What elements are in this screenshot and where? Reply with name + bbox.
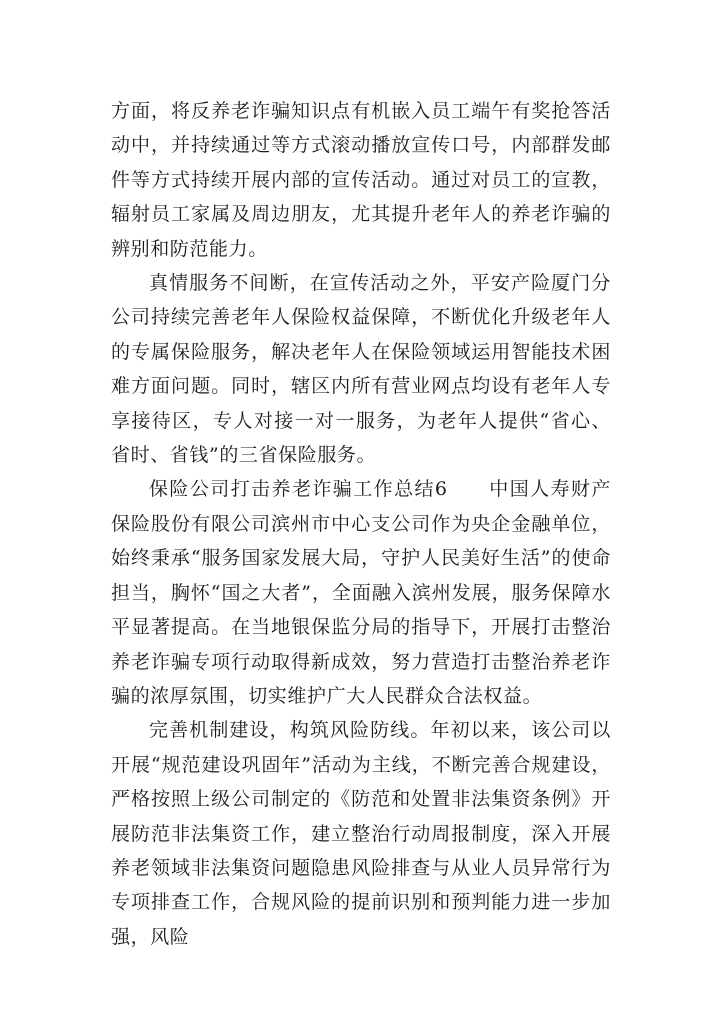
- document-body: [111, 94, 611, 954]
- paragraph-3: 保险公司打击养老诈骗工作总结6 中国人寿财产保险股份有限公司滨州市中心支公司作为央企金融单位，始终秉承“服务国家发展大局，守护人民美好生活”的使命担当，胸怀“国之大者”，全面融入滨州发展，服务保障水平显著提高。在当地银保监分局的指导下，开展打击整治养老诈骗专项行动取得新成效，努力营造打击整治养老诈骗的浓厚氛围，切实维护广大人民群众合法权益。: [111, 478, 611, 707]
- paragraph-2: 真情服务不间断，在宣传活动之外，平安产险厦门分公司持续完善老年人保险权益保障，不断优化升级老年人的专属保险服务，解决老年人在保险领域运用智能技术困难方面问题。同时，辖区内所有营业网点均设有老年人专享接待区，专人对接一对一服务，为老年人提供“省心、省时、省钱”的三省保险服务。: [111, 272, 611, 467]
- paragraph-1: 方面，将反养老诈骗知识点有机嵌入员工端午有奖抢答活动中，并持续通过等方式滚动播放宣传口号，内部群发邮件等方式持续开展内部的宣传活动。通过对员工的宣教，辐射员工家属及周边朋友，尤其提升老年人的养老诈骗的辨别和防范能力。: [111, 100, 611, 260]
- paragraph-4: 完善机制建设，构筑风险防线。年初以来，该公司以开展“规范建设巩固年”活动为主线，不断完善合规建设，严格按照上级公司制定的《防范和处置非法集资条例》开展防范非法集资工作，建立整治行动周报制度，深入开展养老领域非法集资问题隐患风险排查与从业人员异常行为专项排查工作，合规风险的提前识别和预判能力进一步加强，风险: [111, 719, 611, 948]
